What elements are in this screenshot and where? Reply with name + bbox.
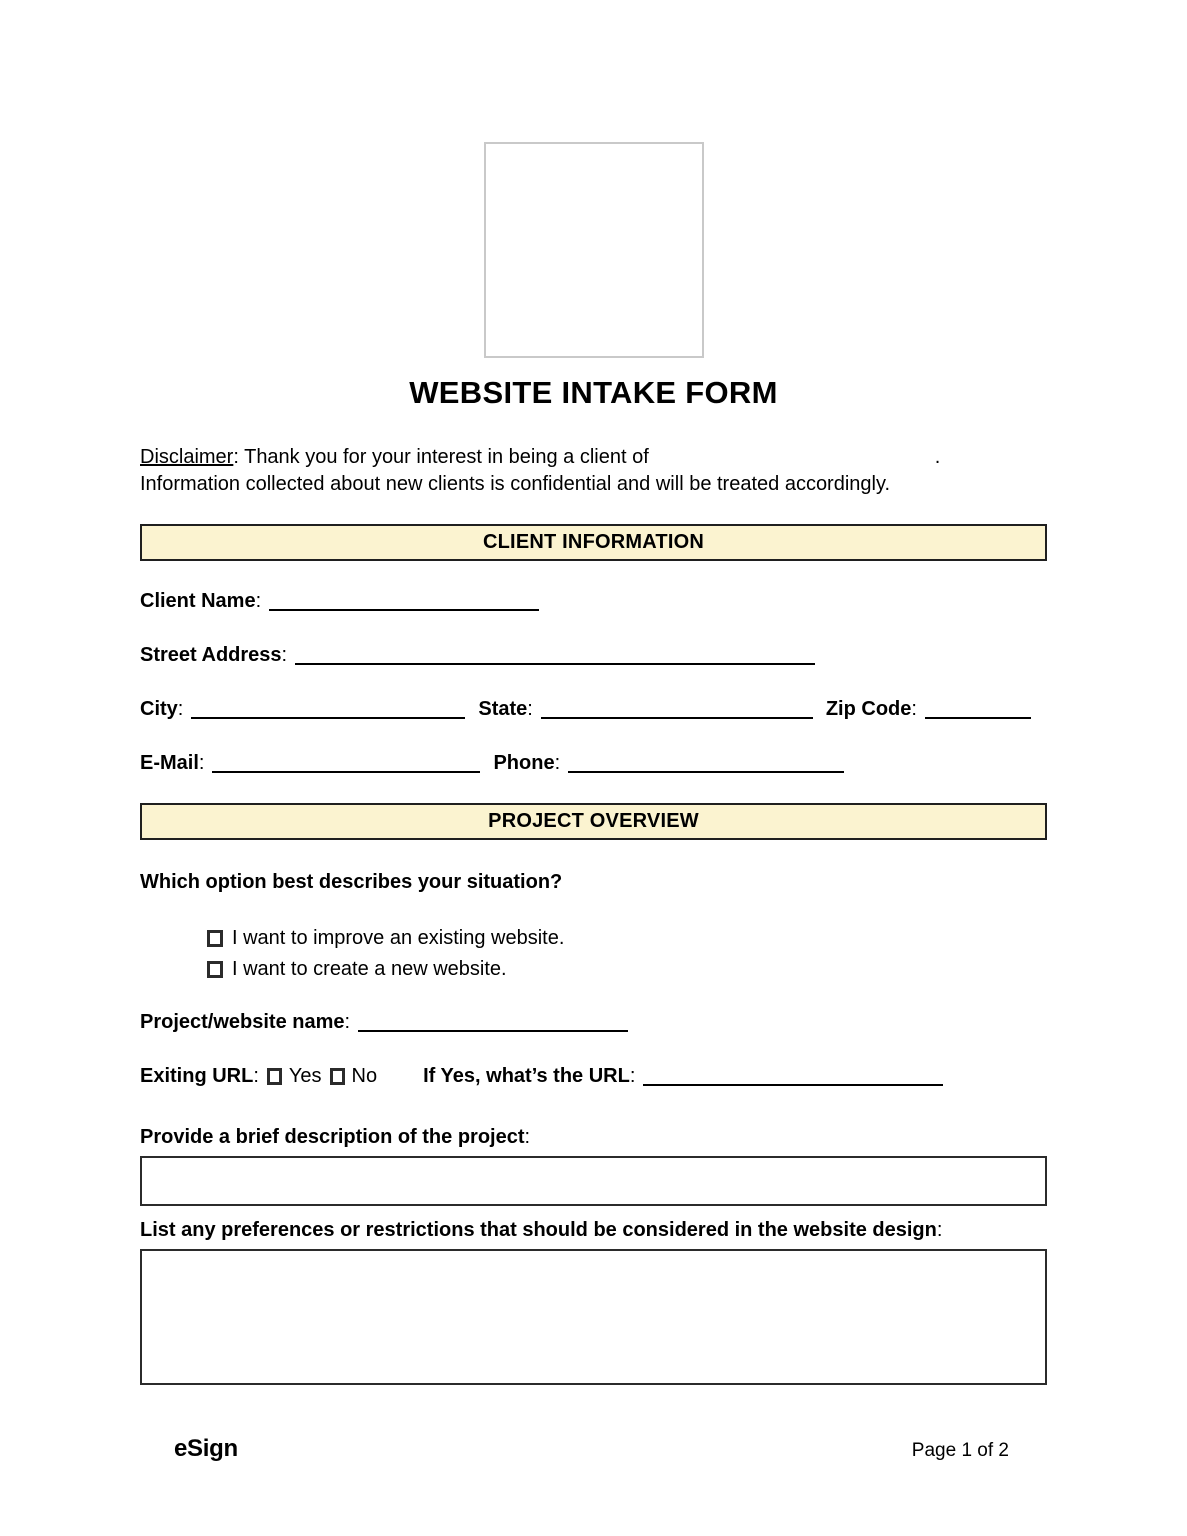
label-colon: : — [524, 1126, 531, 1148]
preferences-label-row — [140, 1215, 1010, 1245]
label-colon: : — [253, 1065, 259, 1087]
checkbox-url-no[interactable] — [330, 1068, 345, 1085]
preferences-textarea[interactable] — [140, 1249, 1047, 1385]
option-improve-existing — [207, 927, 1047, 951]
situation-question: Which option best describes your situation? — [140, 871, 563, 893]
street-address-input-line[interactable] — [295, 663, 815, 665]
label-colon: : — [911, 698, 917, 720]
brief-description-label: Provide a brief description of the project — [140, 1126, 525, 1148]
label-colon: : — [198, 752, 205, 774]
option-create-new — [207, 958, 1047, 982]
situation-options — [207, 927, 1047, 982]
label-colon: : — [936, 1219, 943, 1241]
label-colon: : — [177, 698, 184, 720]
label-colon: : — [554, 752, 561, 774]
zip-code-label: Zip Code — [825, 698, 912, 720]
client-name-input-line[interactable] — [269, 609, 539, 611]
no-label: No — [351, 1065, 378, 1087]
brief-description-textarea[interactable] — [140, 1156, 1047, 1206]
preferences-label: List any preferences or restrictions that should be considered in the website design — [140, 1219, 937, 1241]
state-label: State — [478, 698, 528, 720]
disclaimer-line2: Information collected about new clients is confidential and will be treated accordingly. — [140, 473, 891, 495]
section-header-client-information: CLIENT INFORMATION — [140, 524, 1047, 561]
label-colon: : — [281, 644, 288, 666]
client-name-label: Client Name — [140, 590, 256, 612]
logo-placeholder — [484, 142, 704, 358]
field-row-city-state-zip — [140, 698, 1047, 723]
if-yes-url-label: If Yes, what’s the URL — [423, 1065, 630, 1087]
email-input-line[interactable] — [212, 771, 480, 773]
checkbox-url-yes[interactable] — [267, 1068, 282, 1085]
disclaimer-period: . — [934, 446, 941, 468]
yes-label: Yes — [288, 1065, 322, 1087]
project-name-label: Project/website name — [140, 1011, 345, 1033]
city-label: City — [140, 698, 178, 720]
label-colon: : — [629, 1065, 636, 1087]
phone-input-line[interactable] — [568, 771, 844, 773]
phone-label: Phone — [493, 752, 555, 774]
page-footer — [140, 1435, 1047, 1463]
field-row-street-address — [140, 644, 1047, 669]
city-input-line[interactable] — [191, 717, 465, 719]
state-input-line[interactable] — [541, 717, 813, 719]
checkbox-improve-existing[interactable] — [207, 930, 223, 947]
project-name-input-line[interactable] — [358, 1030, 628, 1032]
form-title: WEBSITE INTAKE FORM — [409, 375, 778, 410]
esign-logo: eSign — [174, 1435, 238, 1462]
disclaimer-paragraph — [140, 444, 1047, 498]
email-label: E-Mail — [140, 752, 199, 774]
section-header-project-overview: PROJECT OVERVIEW — [140, 803, 1047, 840]
disclaimer-label: Disclaimer — [140, 446, 234, 468]
field-row-project-name — [140, 1011, 1047, 1036]
street-address-label: Street Address — [140, 644, 282, 666]
field-row-exiting-url — [140, 1065, 1047, 1090]
page-indicator: Page 1 of 2 — [911, 1440, 1009, 1461]
option-improve-existing-label: I want to improve an existing website. — [232, 927, 565, 949]
label-colon: : — [255, 590, 262, 612]
option-create-new-label: I want to create a new website. — [232, 958, 507, 980]
exiting-url-label: Exiting URL — [140, 1065, 254, 1087]
field-row-client-name — [140, 590, 1047, 615]
url-input-line[interactable] — [643, 1084, 943, 1086]
field-row-email-phone — [140, 752, 1047, 777]
label-colon: : — [344, 1011, 351, 1033]
brief-description-label-row — [140, 1122, 1047, 1152]
disclaimer-intro: : Thank you for your interest in being a client of — [233, 446, 649, 468]
checkbox-create-new[interactable] — [207, 961, 223, 978]
label-colon: : — [527, 698, 533, 720]
zip-code-input-line[interactable] — [925, 717, 1031, 719]
